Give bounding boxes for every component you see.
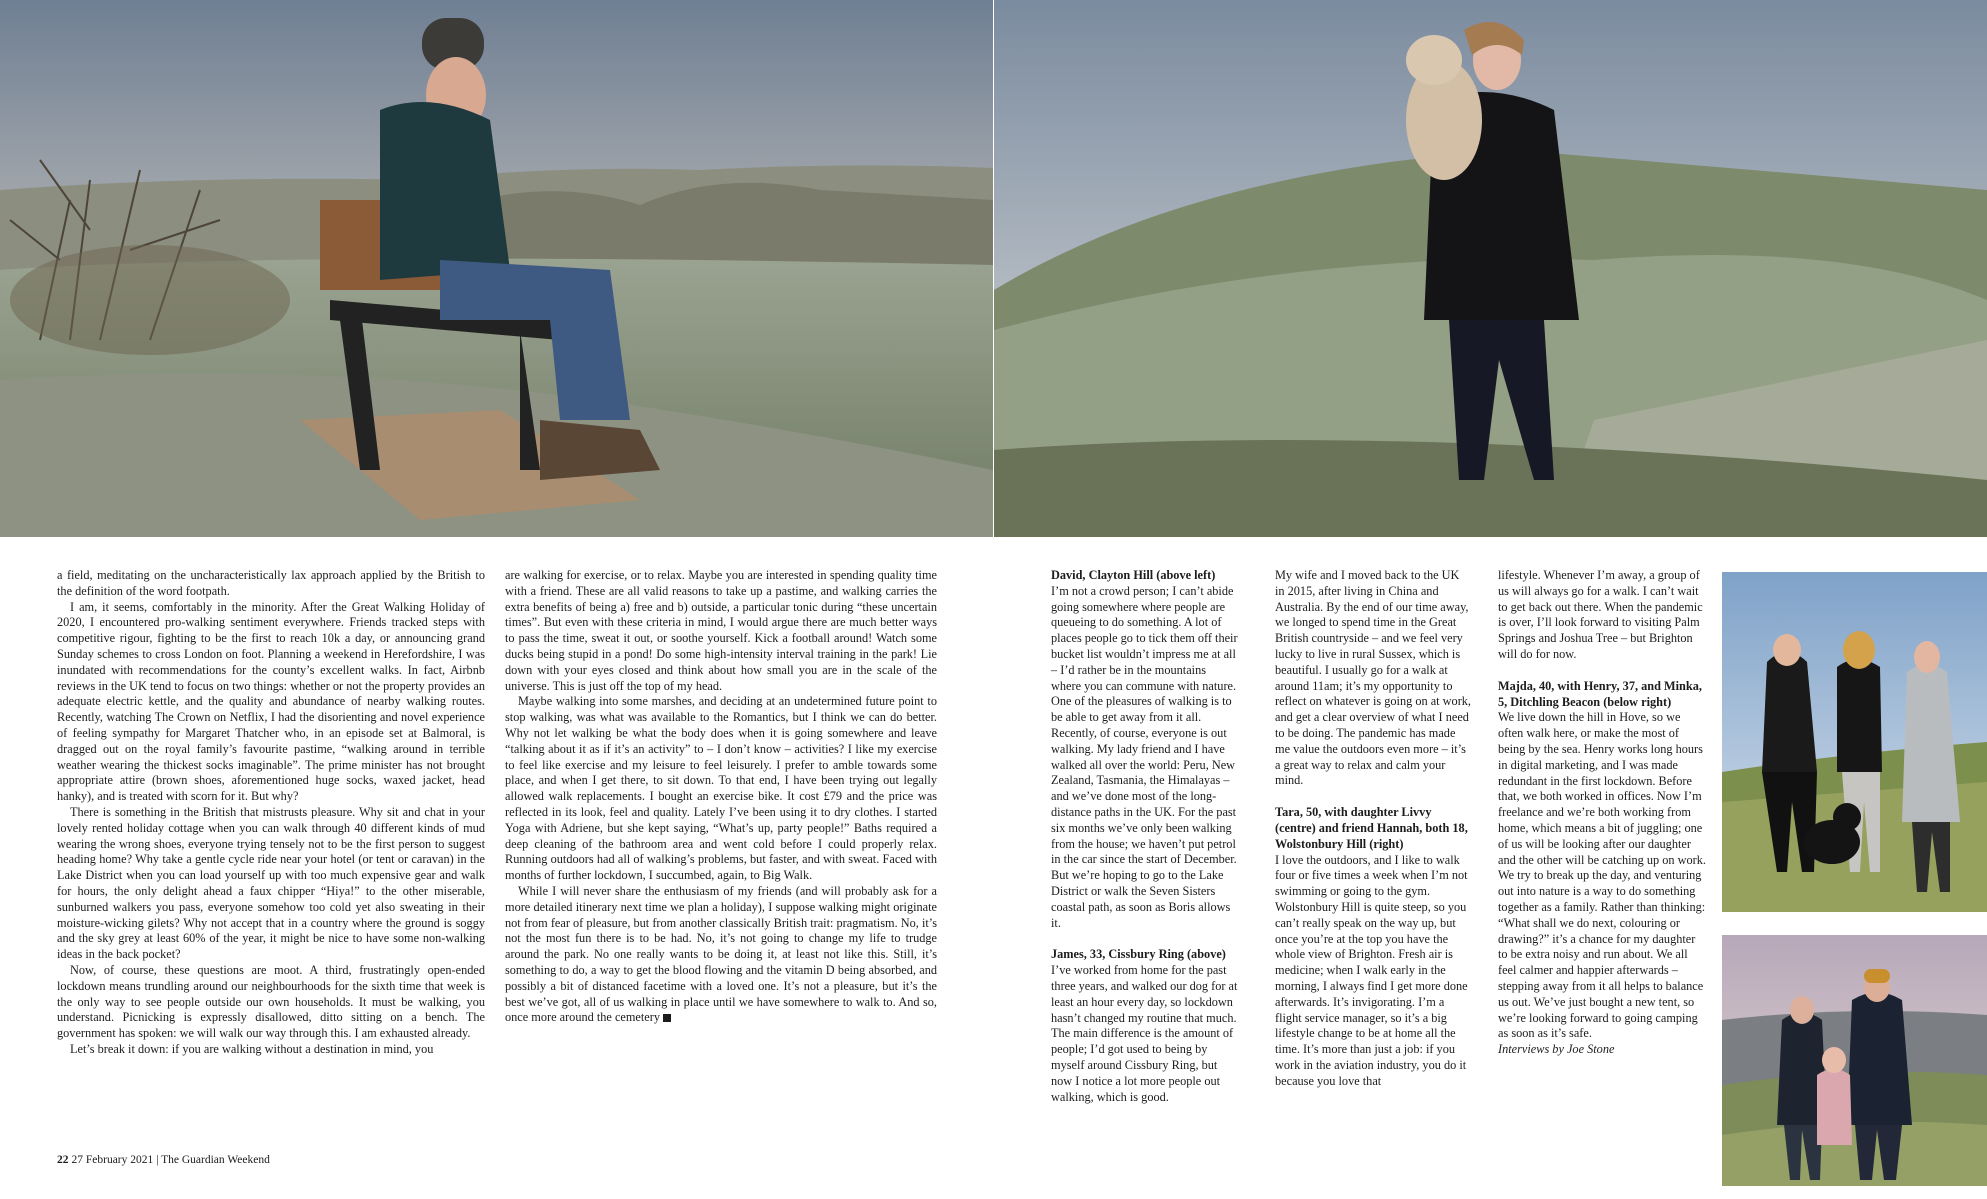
interview-heading: James, 33, Cissbury Ring (above) (1051, 947, 1226, 962)
interview-text: My wife and I moved back to the UK in 2015, after living in China and Australia. By the end of our time away, we longed to spend time in the Great British countryside – and we feel very lucky to live in rural Sussex, which is beautiful. I usually go for a walk at around 11am; it’s my opportunity to reflect on whatever is going on at work, and get a clear overview of what I need to be doing. The pandemic has made me value the outdoors even more – it’s a great way to relax and calm your mind. (1275, 568, 1472, 788)
interview-majda (1498, 679, 1706, 1042)
interview-text: I’m not a crowd person; I can’t abide going somewhere where people are queueing to do something. A lot of places people go to tick them off their bucket list wouldn’t impress me at all – I’d rather be in the mountains where you can commune with nature. One of the pleasures of walking is to be able to get away from it all. Recently, of course, everyone is out walking. My lady friend and I have walked all over the world: Peru, New Zealand, Tasmania, the Himalayas – and we’ve done most of the long-distance paths in the UK. For the past six months we’ve only been walking from the house; we haven’t put petrol in the car since the start of December. But we’re hoping to go to the Lake District or walk the Seven Sisters coastal path, as soon as Boris allows it. (1051, 583, 1238, 930)
paragraph: Maybe walking into some marshes, and deciding at an undetermined future point to stop walking, was what was available to the Romantics, but I think we can do better. Why not let walking be what the body does when it is going somewhere and leave “talking about it as if it’s an activity” to – I don’t know – activities? I like my exercise to feel like exercise and my leisure to feel leisurely. I prefer to amble towards some place, and when I get there, to sit down. To that end, I have been trying out legally allowed walk replacements. I bought an exercise bike. It cost £79 and the price was reflected in its look, feel and quality. Lately I’ve been using it to dry clothes. I started Yoga with Adriene, but she kept saying, “What’s up, party people!” Baths required a deep cleaning of the bathroom area and went cold before I could properly relax. Running outdoors had all of walking’s problems, but faster, and with sweat. Faced with months of further lockdown, I succumbed, again, to Big Walk. (505, 694, 937, 883)
paragraph-final-text: While I will never share the enthusiasm of my friends (and will probably ask for a more detailed itinerary next time we plan a holiday), I suppose walking might originate not from fear of pleasure, but from another classically British trait: pragmatism. No, it’s not the most fun there is to be had. No, it’s not going to change my life to trudge around the park. No one really wants to be doing it, at least not like this. Still, it’s something to do, a way to get the blood flowing and the vitamin D being absorbed, and possibly a bit of distanced facetime with a loved one. It’s not a pleasure, but it’s the best we’ve got, all of us walking in place until we have somewhere to walk to. And so, once more around the cemetery (505, 883, 937, 1025)
photo-majda-family (1722, 935, 1987, 1186)
paragraph: Let’s break it down: if you are walking without a destination in mind, you (70, 1041, 434, 1056)
interview-credit: Interviews by Joe Stone (1498, 1042, 1615, 1057)
paragraph: are walking for exercise, or to relax. Maybe you are interested in spending quality time with a friend. These are all valid reasons to take up a pastime, and walking carries the extra benefits of being a) free and b) outside, a particular tonic during “these uncertain times”. But even with these criteria in mind, I would argue there are much better ways to pass the time, sweat it out, or soothe yourself. Kick a football around! Watch some ducks being stupid in a pond! Do some high-intensity interval training in the park! Lie down with your eyes closed and think about how small you are in the scale of the universe. This is just off the top of my head. (505, 568, 937, 693)
article-column-1 (57, 568, 485, 1058)
interview-text: lifestyle. Whenever I’m away, a group of us will always go for a walk. I can’t wait to get back out there. When the pandemic is over, I’ll look forward to visiting Palm Springs and Joshua Tree – but Brighton will do for now. (1498, 568, 1703, 661)
end-mark-icon (663, 1014, 671, 1022)
interview-text: I’ve worked from home for the past three years, and walked our dog for at least an hour every day, so lockdown hasn’t changed my routine that much. The main difference is the amount of people; I’d got used to being by myself around Cissbury Ring, but now I notice a lot more people out walking, which is good. (1051, 963, 1238, 1104)
paragraph: a field, meditating on the uncharacteristically lax approach applied by the British to the definition of the word footpath. (57, 568, 485, 598)
interviews-column-3 (1498, 568, 1706, 1058)
paragraph: There is something in the British that mistrusts pleasure. Why sit and chat in your lovely rented holiday cottage when you can walk through 40 different kinds of mud wearing the wrong shoes, everyone trying tensely not to be the first person to suggest heading home? Why take a gentle cycle ride near your hotel (or tent or caravan) in the Lake District when you can load yourself up with too much expensive gear and walk for hours, the only delight ahead a faux chipper “Hiya!” to the other miserable, sunburned walkers you pass, everyone somehow too cold yet also sweating in their moisture-wicking gilets? Why not accept that in a country where the ground is soggy and the sky grey at least 60% of the year, it might be nice to have some non-walking ideas in the back pocket? (57, 804, 485, 962)
page-footer (57, 1154, 270, 1166)
interview-heading: Majda, 40, with Henry, 37, and Minka, 5, Ditchling Beacon (below right) (1498, 678, 1702, 709)
interview-heading: Tara, 50, with daughter Livvy (centre) and friend Hannah, both 18, Wolstonbury Hill (right) (1275, 805, 1468, 851)
publication-date: 27 February 2021 | The Guardian Weekend (71, 1154, 270, 1166)
interview-tara (1275, 805, 1471, 1089)
paragraph: I am, it seems, comfortably in the minority. After the Great Walking Holiday of 2020, I encountered pro-walking sentiment everywhere. Friends tracked steps with competitive rigour, fighting to be the first to reach 10k a day, or announcing grand Sunday schemes to cross London on foot. Planning a weekend in Herefordshire, I was inundated with recommendations for the county’s excellent walks. In fact, Airbnb reviews in the UK tend to focus on two things: whether or not the property provides an adequate electric kettle, and the quality and abundance of nearby walking routes. Recently, watching The Crown on Netflix, I had the disorienting and novel experience of feeling sympathy for Margaret Thatcher who, in an episode set at Balmoral, is dragged out on the royal family’s favourite pastime, “walking around in terrible weather wearing the thickest socks imaginable”. The prime minister has not brought appropriate attire (brown shoes, aforementioned huge socks, waxed jacket, head hanky), and is treated with scorn for it. But why? (57, 599, 485, 804)
interview-text: I love the outdoors, and I like to walk four or five times a week when I’m not swimming or going to the gym. Wolstonbury Hill is quite steep, so you can’t really speak on the way up, but once you’re at the top you have the whole view of Brighton. Fresh air is medicine; when I walk early in the morning, I always find I get more done afterwards. It’s invigorating. I’m a flight service manager, so it’s a big lifestyle change to be at home all the time. It’s more than just a job: if you work in the aviation industry, you do it because you love that (1275, 852, 1468, 1088)
interview-james (1051, 947, 1239, 1105)
interview-text: We live down the hill in Hove, so we often walk here, or make the most of being by the sea. Henry works long hours in digital marketing, and I was made redundant in the first lockdown. Before that, we both worked in offices. Now I’m freelance and we’re both working from home, which means a bit of juggling; one of us will be looking after our daughter and the other will be catching up on work. We try to break up the day, and venturing out into nature is a way to do something together as a family. Rather than thinking: “What shall we do next, colouring or drawing?” it’s a chance for my daughter to be extra noisy and run about. We all feel calmer and happier afterwards – stepping away from it all helps to balance us out. We’ve just bought a new tent, so we’re looking forward to going camping as soon as it’s safe. (1498, 710, 1706, 1041)
photo-man-on-bench (0, 0, 993, 537)
paragraph-final (505, 884, 937, 1026)
photo-man-with-dog (994, 0, 1987, 537)
article-column-2 (505, 568, 937, 1026)
interview-david (1051, 568, 1239, 931)
interviews-column-1 (1051, 568, 1239, 1105)
paragraph: Now, of course, these questions are moot. A third, frustratingly open-ended lockdown means trundling around our neighbourhoods for the sixth time that week is the only way to see people outside our own households. It must be walking, you understand. Picnicking is expressly disallowed, ditto sitting on a bench. The government has spoken: we will walk our way through this. I am exhausted already. (57, 962, 485, 1041)
interviews-column-2 (1275, 568, 1471, 1090)
photo-tara-group (1722, 572, 1987, 912)
interview-heading: David, Clayton Hill (above left) (1051, 568, 1216, 582)
page-number: 22 (57, 1154, 69, 1166)
